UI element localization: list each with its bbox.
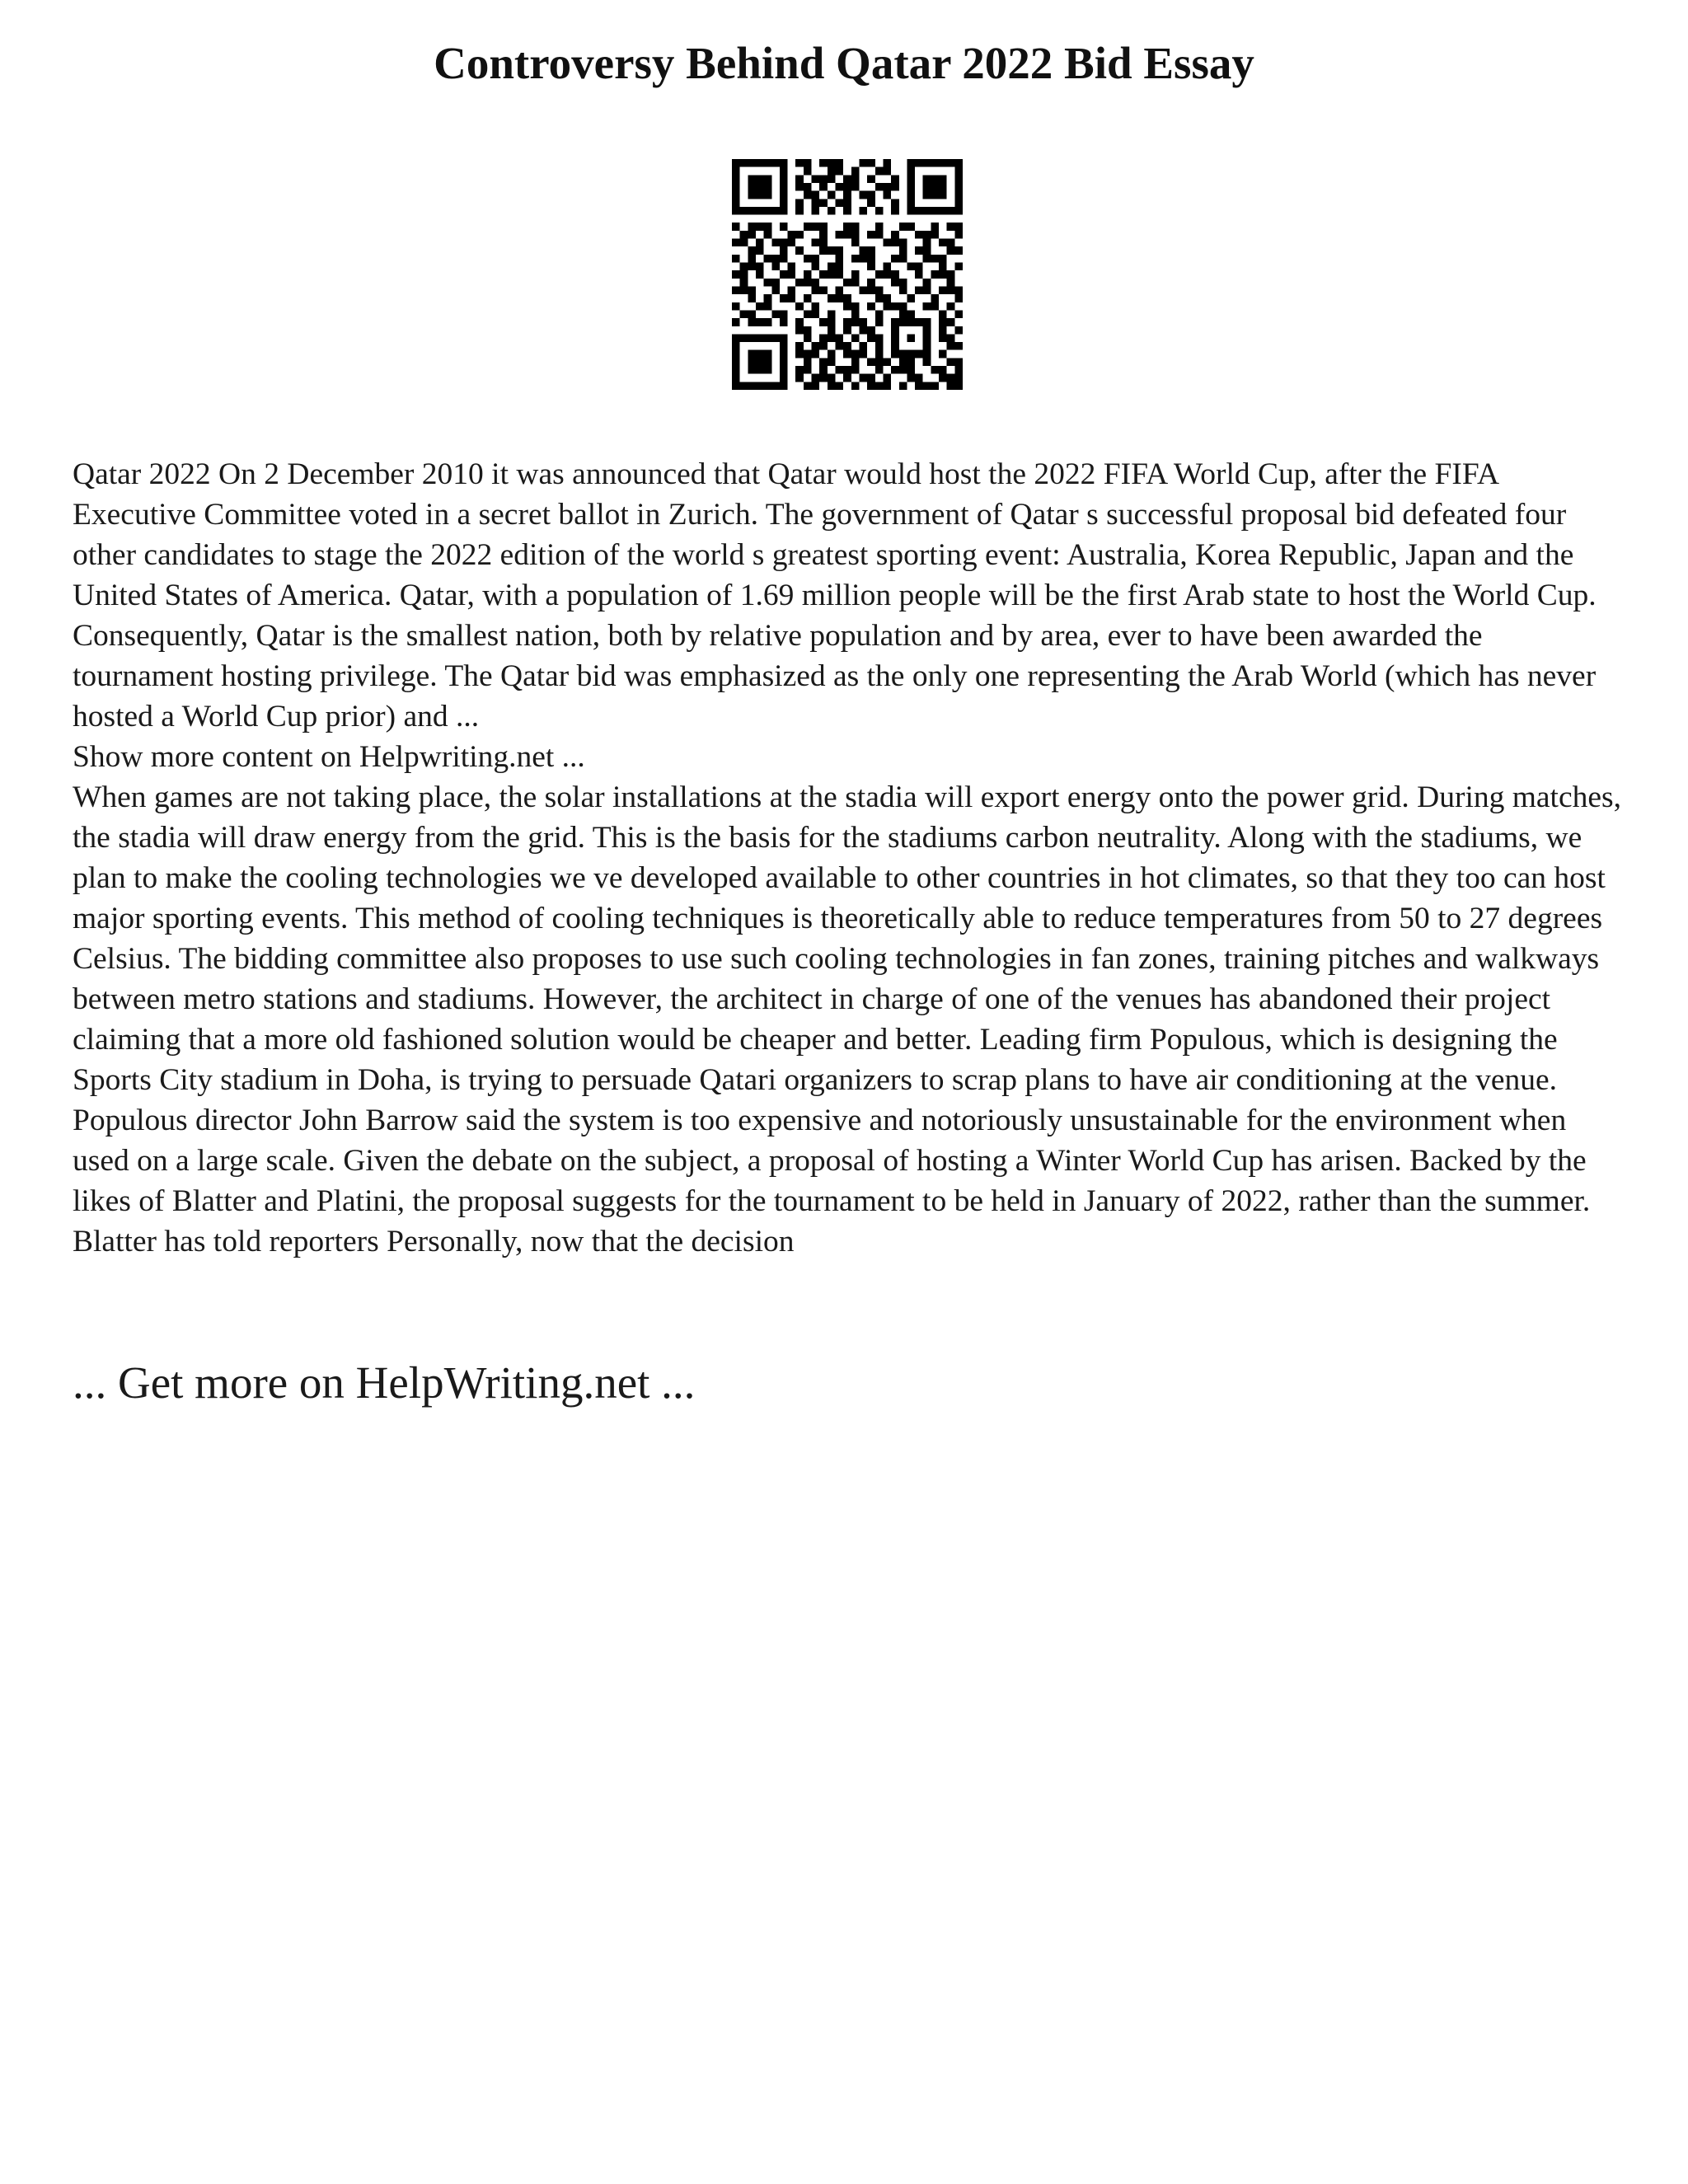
qr-code-icon <box>732 159 963 390</box>
get-more-link[interactable]: ... Get more on HelpWriting.net ... <box>73 1357 696 1408</box>
essay-paragraph-2: When games are not taking place, the solar installations at the stadia will export energy onto the power grid. During matches, the stadia will draw energy from the grid. This is the basis for the stadiums carbon neutrality. Along with the stadiums, we plan to make the cooling technologies we ve developed available to other countries in hot climates, so that they too can host major sporting events. This method of cooling techniques is theoretically able to reduce temperatures from 50 to 27 degrees Celsius. The bidding committee also proposes to use such cooling technologies in fan zones, training pitches and walkways between metro stations and stadiums. However, the architect in charge of one of the venues has abandoned their project claiming that a more old fashioned solution would be cheaper and better. Leading firm Populous, which is designing the Sports City stadium in Doha, is trying to persuade Qatari organizers to scrap plans to have air conditioning at the venue. Populous director John Barrow said the system is too expensive and notoriously unsustainable for the environment when used on a large scale. Given the debate on the subject, a proposal of hosting a Winter World Cup has arisen. Backed by the likes of Blatter and Platini, the proposal suggests for the tournament to be held in January of 2022, rather than the summer. Blatter has told reporters Personally, now that the decision <box>73 780 1621 1258</box>
paragraph-1-text: Qatar 2022 On 2 December 2010 it was announced that Qatar would host the 2022 FIFA World Cup, after the FIFA Executive Committee voted in a secret ballot in Zurich. The government of Qatar s successful proposal bid defeated four other candidates to stage the 2022 edition of the world s greatest sporting event: Australia, Korea Republic, Japan and the United States of America. Qatar, with a population of 1.69 million people will be the first Arab state to host the World Cup. Consequently, Qatar is the smallest nation, both by relative population and by area, ever to have been awarded the tournament hosting privilege. The Qatar bid was emphasized as the only one representing the Arab World (which has never hosted a World Cup prior) and ... <box>73 457 1597 733</box>
page-title: Controversy Behind Qatar 2022 Bid Essay <box>434 38 1254 88</box>
essay-paragraph-1 <box>73 454 1622 777</box>
essay-body <box>73 454 1622 1262</box>
show-more-text: Show more content on Helpwriting.net ... <box>73 740 585 774</box>
